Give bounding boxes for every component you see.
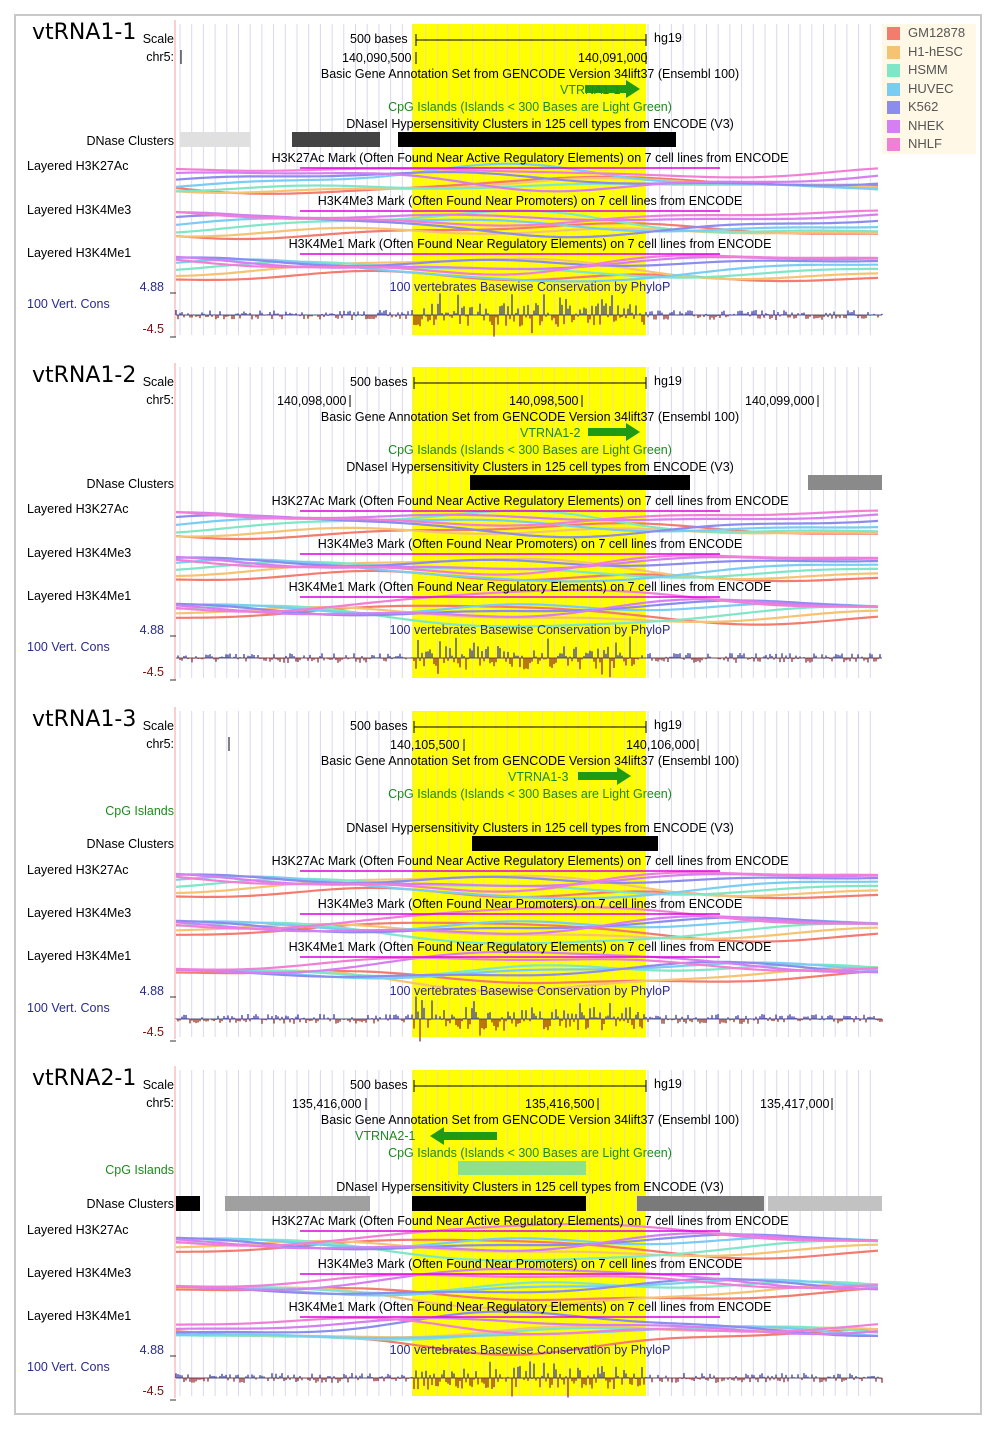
cons-label: 100 Vert. Cons xyxy=(27,1360,110,1374)
assembly-label: hg19 xyxy=(654,1077,682,1091)
position-label: 140,091,000 xyxy=(578,51,648,65)
dnase-label: DNase Clusters xyxy=(86,1197,174,1211)
assembly-label: hg19 xyxy=(654,718,682,732)
dnase-cluster-block xyxy=(398,132,676,147)
assembly-label: hg19 xyxy=(654,374,682,388)
scale-label: Scale xyxy=(142,32,174,46)
dnase-track-title: DNaseI Hypersensitivity Clusters in 125 cell types from ENCODE (V3) xyxy=(346,821,734,835)
position-label: 140,098,000 xyxy=(277,394,347,408)
legend-label: HUVEC xyxy=(908,80,954,96)
chr-label: chr5: xyxy=(146,50,174,64)
dnase-cluster-block xyxy=(176,1196,200,1211)
chr-label: chr5: xyxy=(146,393,174,407)
dnase-cluster-block xyxy=(768,1196,882,1211)
h3k4me1-track-title: H3K4Me1 Mark (Often Found Near Regulatory Elements) on 7 cell lines from ENCODE xyxy=(288,237,772,251)
cons-track-title: 100 vertebrates Basewise Conservation by PhyloP xyxy=(389,984,671,998)
scale-label: Scale xyxy=(142,719,174,733)
position-label: 140,106,000 xyxy=(626,738,696,752)
h3k4me1-track-title: H3K4Me1 Mark (Often Found Near Regulatory Elements) on 7 cell lines from ENCODE xyxy=(288,580,772,594)
cons-label: 100 Vert. Cons xyxy=(27,297,110,311)
dnase-cluster-block xyxy=(412,1196,586,1211)
h3k4me1-track-title: H3K4Me1 Mark (Often Found Near Regulatory Elements) on 7 cell lines from ENCODE xyxy=(288,940,772,954)
h3k4me3-track-title: H3K4Me3 Mark (Often Found Near Promoters) on 7 cell lines from ENCODE xyxy=(317,1257,743,1271)
dnase-label: DNase Clusters xyxy=(86,837,174,851)
cons-max-label: 4.88 xyxy=(139,1343,164,1357)
cpg-track-title: CpG Islands (Islands < 300 Bases are Light Green) xyxy=(388,787,672,801)
h3k27ac-track-title: H3K27Ac Mark (Often Found Near Active Regulatory Elements) on 7 cell lines from ENCODE xyxy=(271,494,789,508)
h3k27ac-label: Layered H3K27Ac xyxy=(27,159,129,173)
cons-min-label: -4.5 xyxy=(142,1384,164,1398)
dnase-label: DNase Clusters xyxy=(86,477,174,491)
cons-max-label: 4.88 xyxy=(139,984,164,998)
h3k4me3-label: Layered H3K4Me3 xyxy=(27,203,132,217)
dnase-track-title: DNaseI Hypersensitivity Clusters in 125 cell types from ENCODE (V3) xyxy=(346,460,734,474)
position-label: 140,090,500 xyxy=(342,51,412,65)
legend-label: NHEK xyxy=(908,117,945,133)
chr-label: chr5: xyxy=(146,1096,174,1110)
position-label: 140,099,000 xyxy=(745,394,815,408)
gencode-track-title: Basic Gene Annotation Set from GENCODE Version 34lift37 (Ensembl 100) xyxy=(320,410,740,424)
dnase-cluster-block xyxy=(225,1196,370,1211)
dnase-cluster-block xyxy=(472,836,658,851)
dnase-track-title: DNaseI Hypersensitivity Clusters in 125 cell types from ENCODE (V3) xyxy=(336,1180,724,1194)
panel-title: vtRNA1-1 xyxy=(32,20,137,45)
h3k27ac-track-title: H3K27Ac Mark (Often Found Near Active Regulatory Elements) on 7 cell lines from ENCODE xyxy=(271,151,789,165)
h3k4me3-track-title: H3K4Me3 Mark (Often Found Near Promoters) on 7 cell lines from ENCODE xyxy=(317,194,743,208)
dnase-track-title: DNaseI Hypersensitivity Clusters in 125 cell types from ENCODE (V3) xyxy=(346,117,734,131)
assembly-label: hg19 xyxy=(654,31,682,45)
legend-label: HSMM xyxy=(908,62,948,77)
h3k4me1-label: Layered H3K4Me1 xyxy=(27,246,132,260)
gene-label: VTRNA1-2 xyxy=(520,426,581,440)
gencode-track-title: Basic Gene Annotation Set from GENCODE Version 34lift37 (Ensembl 100) xyxy=(320,1113,740,1127)
dnase-cluster-block xyxy=(808,475,882,490)
h3k4me3-label: Layered H3K4Me3 xyxy=(27,546,132,560)
cpg-track-title: CpG Islands (Islands < 300 Bases are Light Green) xyxy=(388,443,672,457)
dnase-cluster-block xyxy=(180,132,250,147)
cons-track-title: 100 vertebrates Basewise Conservation by PhyloP xyxy=(389,280,671,294)
dnase-cluster-block xyxy=(292,132,380,147)
cpg-label: CpG Islands xyxy=(105,804,174,818)
h3k4me1-track-title: H3K4Me1 Mark (Often Found Near Regulatory Elements) on 7 cell lines from ENCODE xyxy=(288,1300,772,1314)
cons-label: 100 Vert. Cons xyxy=(27,1001,110,1015)
dnase-cluster-block xyxy=(637,1196,764,1211)
legend-label: GM12878 xyxy=(908,25,966,40)
cons-max-label: 4.88 xyxy=(139,623,164,637)
legend-label: H1-hESC xyxy=(908,43,963,59)
bases-label: 500 bases xyxy=(350,1078,408,1092)
cons-min-label: -4.5 xyxy=(142,322,164,336)
h3k4me3-track-title: H3K4Me3 Mark (Often Found Near Promoters) on 7 cell lines from ENCODE xyxy=(317,537,743,551)
h3k4me3-track-title: H3K4Me3 Mark (Often Found Near Promoters) on 7 cell lines from ENCODE xyxy=(317,897,743,911)
scale-label: Scale xyxy=(142,375,174,389)
h3k4me3-label: Layered H3K4Me3 xyxy=(27,906,132,920)
gene-label: VTRNA1-1 xyxy=(560,83,621,97)
h3k27ac-label: Layered H3K27Ac xyxy=(27,1223,129,1237)
position-label: 140,105,500 xyxy=(390,738,460,752)
gene-label: VTRNA2-1 xyxy=(355,1129,416,1143)
cons-label: 100 Vert. Cons xyxy=(27,640,110,654)
legend-label: K562 xyxy=(908,99,939,114)
h3k4me1-label: Layered H3K4Me1 xyxy=(27,589,132,603)
cpg-label: CpG Islands xyxy=(105,1163,174,1177)
cpg-track-title: CpG Islands (Islands < 300 Bases are Light Green) xyxy=(388,1146,672,1160)
dnase-label: DNase Clusters xyxy=(86,134,174,148)
panel-title: vtRNA1-3 xyxy=(32,707,137,732)
panel-title: vtRNA1-2 xyxy=(32,363,137,388)
cpg-island-block xyxy=(458,1161,586,1175)
cons-track-title: 100 vertebrates Basewise Conservation by PhyloP xyxy=(389,1343,671,1357)
cons-min-label: -4.5 xyxy=(142,665,164,679)
h3k27ac-track-title: H3K27Ac Mark (Often Found Near Active Regulatory Elements) on 7 cell lines from ENCODE xyxy=(271,1214,789,1228)
gencode-track-title: Basic Gene Annotation Set from GENCODE Version 34lift37 (Ensembl 100) xyxy=(320,67,740,81)
h3k27ac-label: Layered H3K27Ac xyxy=(27,863,129,877)
cons-max-label: 4.88 xyxy=(139,280,164,294)
cons-min-label: -4.5 xyxy=(142,1025,164,1039)
position-label: 135,416,000 xyxy=(292,1097,362,1111)
dnase-cluster-block xyxy=(470,475,690,490)
bases-label: 500 bases xyxy=(350,719,408,733)
h3k4me1-label: Layered H3K4Me1 xyxy=(27,1309,132,1323)
position-label: 140,098,500 xyxy=(509,394,579,408)
chr-label: chr5: xyxy=(146,737,174,751)
h3k27ac-track-title: H3K27Ac Mark (Often Found Near Active Regulatory Elements) on 7 cell lines from ENCODE xyxy=(271,854,789,868)
cons-track-title: 100 vertebrates Basewise Conservation by PhyloP xyxy=(389,623,671,637)
cpg-track-title: CpG Islands (Islands < 300 Bases are Light Green) xyxy=(388,100,672,114)
position-label: 135,417,000 xyxy=(760,1097,830,1111)
bases-label: 500 bases xyxy=(350,32,408,46)
bases-label: 500 bases xyxy=(350,375,408,389)
gene-label: VTRNA1-3 xyxy=(508,770,569,784)
h3k27ac-label: Layered H3K27Ac xyxy=(27,502,129,516)
scale-label: Scale xyxy=(142,1078,174,1092)
gencode-track-title: Basic Gene Annotation Set from GENCODE Version 34lift37 (Ensembl 100) xyxy=(320,754,740,768)
h3k4me3-label: Layered H3K4Me3 xyxy=(27,1266,132,1280)
panel-title: vtRNA2-1 xyxy=(32,1066,137,1091)
h3k4me1-label: Layered H3K4Me1 xyxy=(27,949,132,963)
legend-label: NHLF xyxy=(908,136,942,151)
position-label: 135,416,500 xyxy=(525,1097,595,1111)
